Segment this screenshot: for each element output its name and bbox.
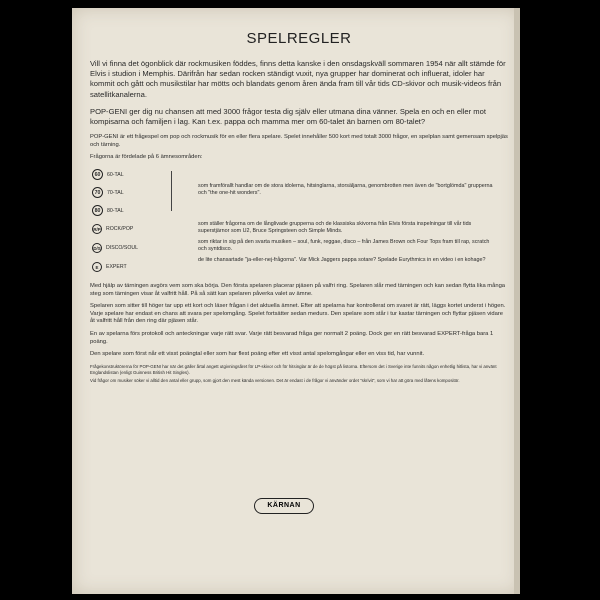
category-rockpop	[92, 224, 133, 234]
page-edge	[514, 8, 520, 594]
category-label: 70-TAL	[107, 189, 124, 196]
decades-bracket	[171, 171, 176, 211]
expert-description: de lite chansartade "ja-eller-nej-frågorna". Var Mick Jaggers pappa sotare? Spelade Eurythmics in en video i en kohage?	[198, 257, 486, 263]
80-badge-icon: 80	[92, 205, 103, 216]
intro-paragraph-2: POP-GENI ger dig nu chansen att med 3000 frågor testa dig själv eller utmana dina vänner. Spela en och en eller mot kompisarna och familjen i lag. Kan t.ex. pappa och mamma mer om 60-talet än barnen om 80-talet?	[90, 106, 486, 127]
category-60	[92, 169, 124, 180]
60-badge-icon: 60	[92, 169, 103, 180]
page-title: SPELREGLER	[246, 30, 352, 47]
decades-description: som framförallt handlar om de stora idolerna, hitsinglarna, storsäljarna, genombrotten men även de "bortglömda" grupperna och "the one-hit wonders".	[198, 183, 493, 196]
fineprint-1: Frågekonstruktörerna för POP-GENI har när det gäller årtal angett utgivningsåret för LP-skivor och för hitsinglar är de de högst på listorna. Eftersom det i Sverige inte funnits någon enhetlig hitlista, har vi använt Englandslistan (enligt Guinness British Hit Singles).	[90, 363, 497, 375]
70-badge-icon: 70	[92, 187, 103, 198]
rockpop-description: som ställer frågorna om de långlivade grupperna och de klassiska skivorna från Elvis första inspelningar till vår tids superstjärnor som U2, Bruce Springsteen och Simple Minds.	[198, 221, 472, 234]
rules-sheet	[72, 8, 520, 594]
category-disco	[92, 243, 138, 253]
category-expert	[92, 262, 127, 272]
categories-list	[90, 167, 508, 279]
game-description: POP-GENI är ett frågespel om pop och rockmusik för en eller flera spelare. Spelet innehåller 500 kort med totalt 3000 frågor, en spelplan samt gemensam spelpjäs och tärning.	[90, 134, 508, 148]
brand-logo: KÄRNAN	[254, 498, 314, 514]
rules-paragraph-4: Den spelare som först når ett visst poängtal eller som har flest poäng efter ett visst antal spelomgångar eller en viss tid, har vunnit.	[90, 351, 425, 358]
category-label: 80-TAL	[107, 207, 124, 214]
category-80	[92, 205, 124, 216]
rules-paragraph-1: Med hjälp av tärningen avgörs vem som ska börja. Den första spelaren placerar pjäsen på valfri ring. Spelaren slår med tärningen och kan sedan flytta lika många steg som tärningen visar åt valfritt håll. På så sätt kan spelaren påverka valet av ämne.	[90, 283, 506, 297]
category-label: 60-TAL	[107, 171, 124, 178]
category-70	[92, 187, 124, 198]
category-label: DISCO/SOUL	[106, 245, 138, 251]
disco-description: som riktar in sig på den svarta musiken – soul, funk, reggae, disco – från James Brown och Four Tops fram till rap, scratch och syntdisco.	[198, 239, 490, 252]
rules-document	[90, 30, 508, 387]
categories-heading: Frågorna är fördelade på 6 ämnesområden:	[90, 154, 203, 161]
expert-badge-icon: E	[92, 262, 102, 272]
category-label: ROCK/POP	[106, 226, 134, 232]
rockpop-badge-icon: R/P	[92, 224, 102, 234]
fineprint-2: Vid frågor om musiker söker vi alltid den antal eller grupp, som gjort den mest kända versionen. Det är endast i de frågor vi använder ordet "skrivit", som vi har att göra med låtens kompositör.	[90, 378, 460, 384]
rules-paragraph-2: Spelaren som sitter till höger tar upp ett kort och läser frågan i det aktuella ämnet. Efter att spelarna har kontrollerat om svaret är rätt, läggs kortet underst i högen. Varje spelare har endast en chans att svara per spelomgång. Spelet fortsätter sedan medurs. Den spelare som står i tur kastar tärningen och flyttar pjäsen vidare åt valfritt håll från den ring där pjäsen står.	[90, 303, 506, 325]
rules-paragraph-3: En av spelarna förs protokoll och anteckningar varje rätt svar. Varje rätt besvarad fråga ger normalt 2 poäng. Dock ger en rätt besvarad EXPERT-fråga bara 1 poäng.	[90, 330, 494, 345]
intro-paragraph: Vill vi finna det ögonblick där rockmusiken föddes, finns detta kanske i den onsdagskväll sommaren 1954 när allt stämde för Elvis i studion i Memphis. Därifrån har sedan rocken ständigt vuxit, nya grupper har dominerat och influerat, idoler har kommit och gått och musikstilar har mötts och blandats genom åren ända fram till vår tids CD-skivor och musik-videos från satellitkanalerna.	[90, 59, 506, 99]
category-label: EXPERT	[106, 264, 127, 270]
disco-badge-icon: D/S	[92, 243, 102, 253]
